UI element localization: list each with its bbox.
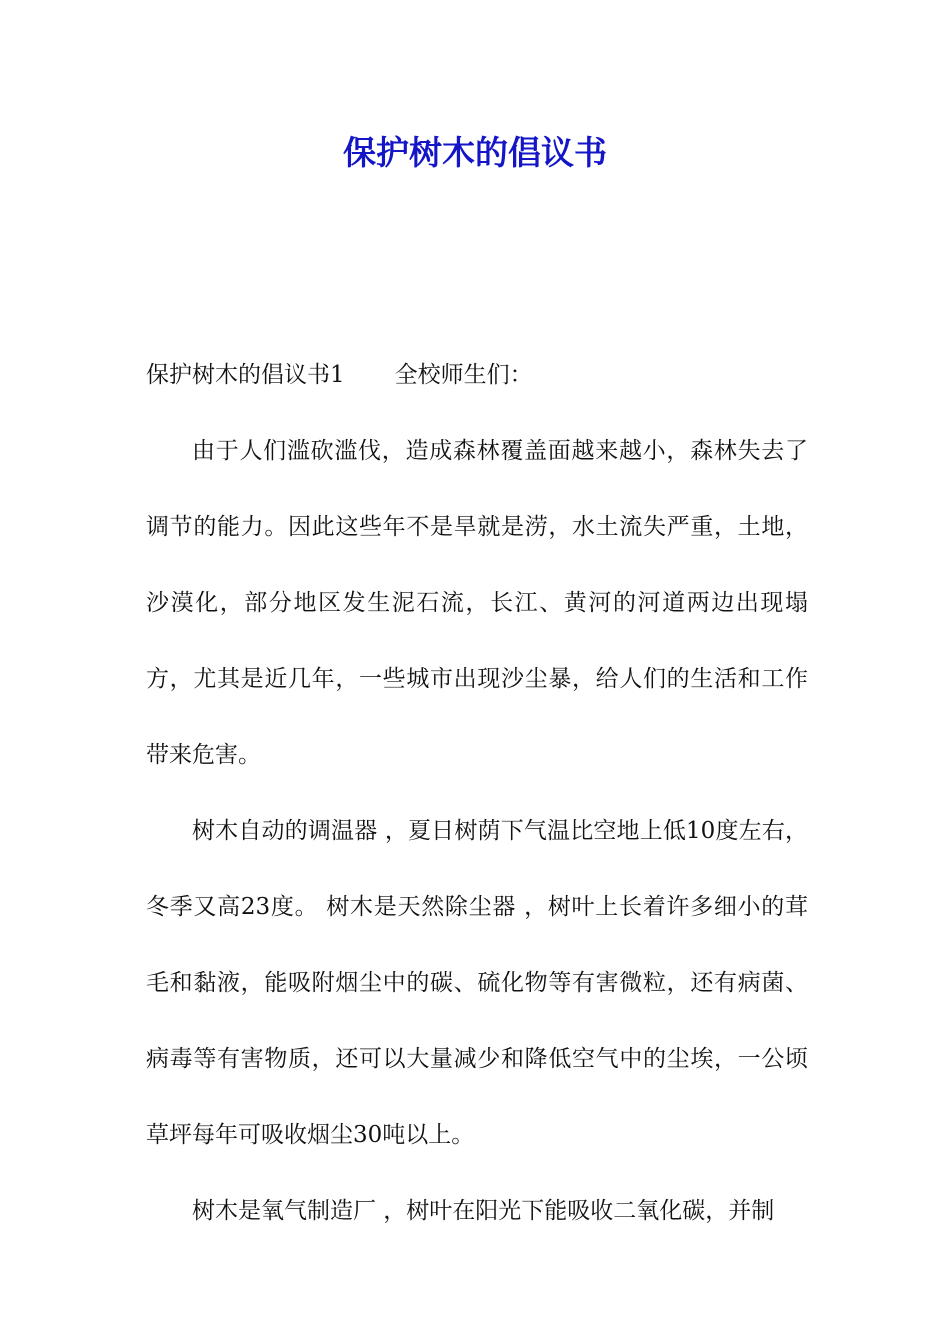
document-body: [146, 337, 808, 1249]
intro-heading: 保护树木的倡议书1: [146, 362, 345, 388]
intro-line: [146, 337, 808, 413]
salutation: 全校师生们：: [394, 362, 533, 388]
paragraph-1: 由于人们滥砍滥伐，造成森林覆盖面越来越小，森林失去了调节的能力。因此这些年不是旱就是涝，水土流失严重，土地，沙漠化，部分地区发生泥石流，长江、黄河的河道两边出现塌方，尤其是近几年，一些城市出现沙尘暴，给人们的生活和工作带来危害。: [146, 438, 808, 768]
document-title: 保护树木的倡议书: [343, 133, 607, 172]
paragraph-2: 树木自动的调温器 ，夏日树荫下气温比空地上低10度左右，冬季又高23度。 树木是天然除尘器 ，树叶上长着许多细小的茸毛和黏液，能吸附烟尘中的碳、硫化物等有害微粒，还有病菌、病毒等有害物质，还可以大量减少和降低空气中的尘埃，一公顷草坪每年可吸收烟尘30吨以上。: [146, 818, 808, 1148]
paragraph-3: 树木是氧气制造厂 ，树叶在阳光下能吸收二氧化碳，并制: [192, 1198, 775, 1224]
